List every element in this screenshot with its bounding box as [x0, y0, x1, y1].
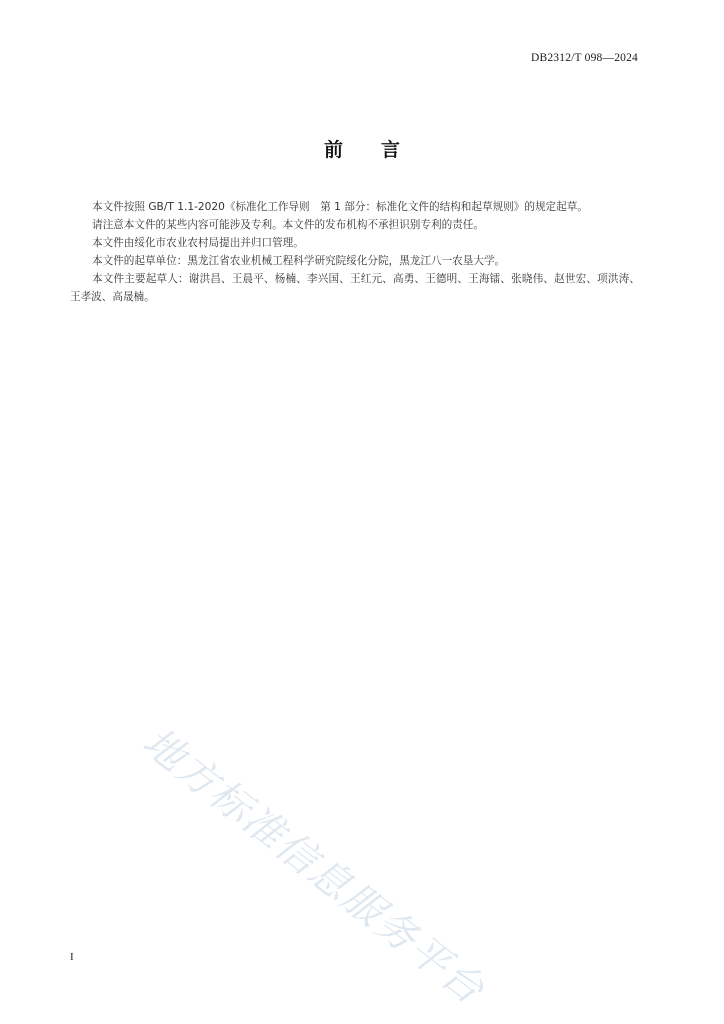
paragraph-drafting-rules: 本文件按照 GB/T 1.1-2020《标准化工作导则 第 1 部分：标准化文件的结构和起草规则》的规定起草。: [92, 201, 588, 213]
watermark: 地方标准信息服务平台: [134, 719, 494, 1014]
page-number: I: [70, 951, 74, 963]
document-code: DB2312/T 098—2024: [530, 52, 638, 64]
preface-body: [70, 198, 640, 306]
preface-title: [0, 135, 724, 162]
preface-title-left: 前: [323, 139, 343, 161]
preface-title-right: 言: [381, 139, 401, 161]
paragraph-proposing-body: 本文件由绥化市农业农村局提出并归口管理。: [92, 237, 304, 249]
paragraph-patent-notice: 请注意本文件的某些内容可能涉及专利。本文件的发布机构不承担识别专利的责任。: [92, 219, 484, 231]
paragraph-drafting-units: 本文件的起草单位：黑龙江省农业机械工程科学研究院绥化分院，黑龙江八一农垦大学。: [92, 255, 506, 267]
paragraph-drafters: 本文件主要起草人：谢洪昌、王晨平、杨楠、李兴国、王红元、高勇、王德明、王海镭、张晓伟、赵世宏、项洪涛、王孝波、高晟楠。: [70, 273, 640, 303]
